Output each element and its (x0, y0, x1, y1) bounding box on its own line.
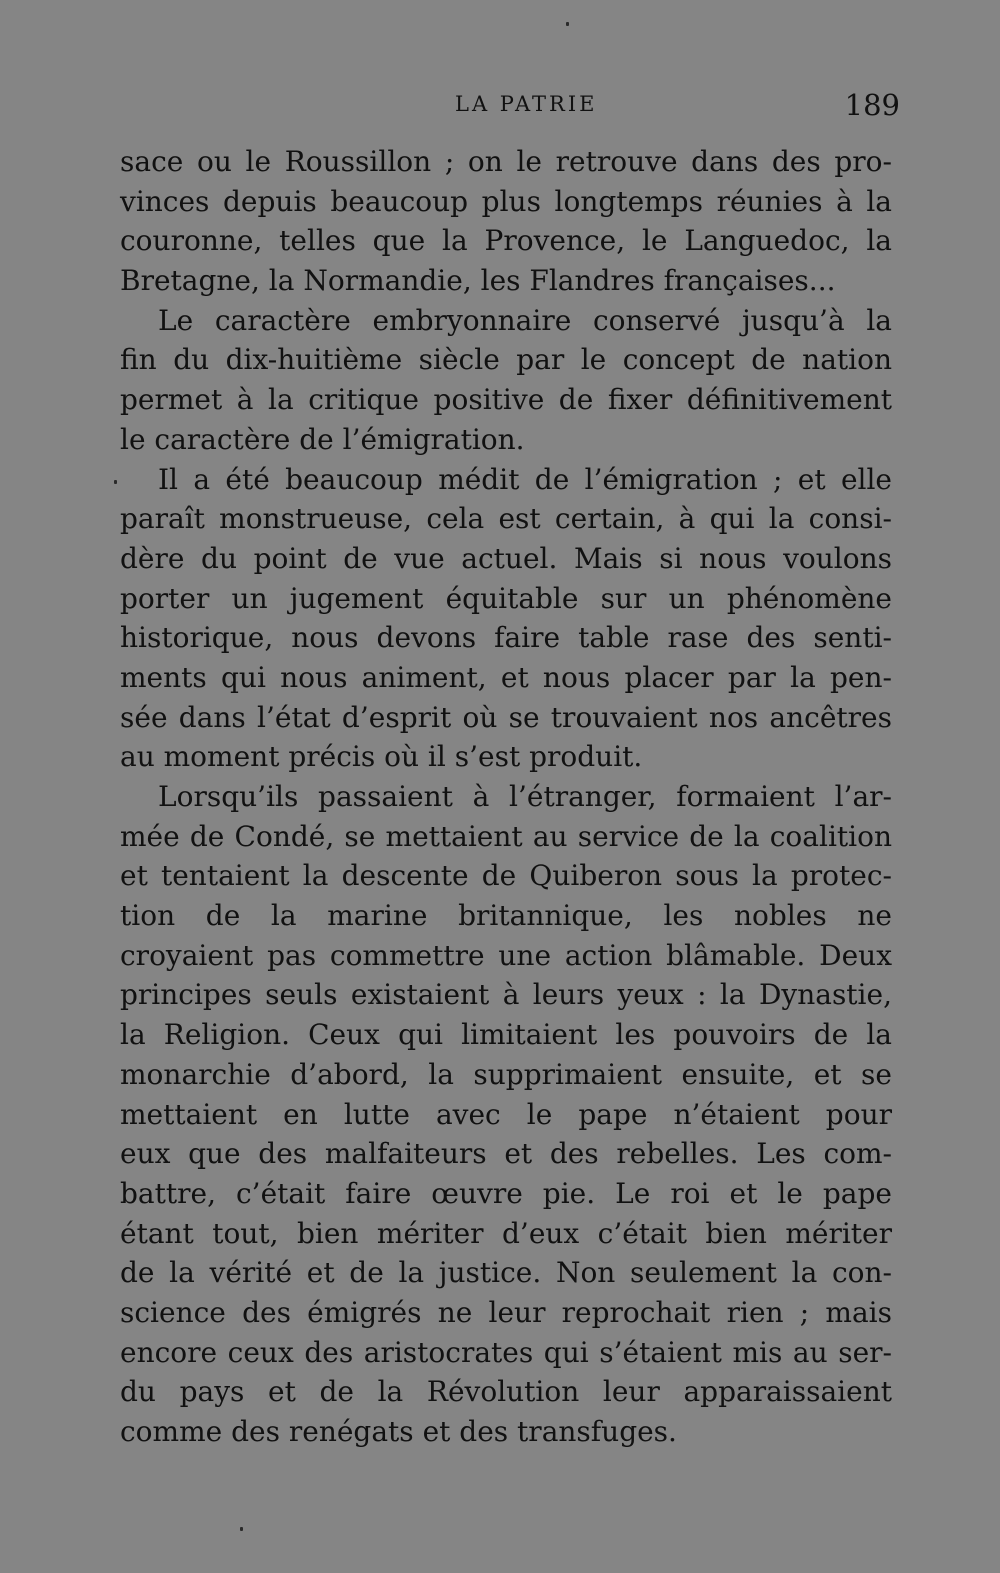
text-line: le caractère de l’émigration. (120, 422, 525, 456)
text-line: comme des renégats et des transfuges. (120, 1415, 677, 1448)
text-line: Bretagne, la Normandie, les Flandres françaises... (120, 264, 836, 298)
text-line: sace ou le Roussillon ; on le retrouve dans des pro- (120, 145, 892, 178)
text-line: principes seuls existaient à leurs yeux : la Dynastie, (120, 978, 892, 1012)
text-line: permet à la critique positive de fixer définitivement (120, 383, 892, 417)
text-line: mée de Condé, se mettaient au service de la coalition (120, 819, 892, 853)
text-line: sée dans l’état d’esprit où se trouvaient nos ancêtres (120, 700, 892, 734)
text-line: dère du point de vue actuel. Mais si nous voulons (120, 541, 892, 575)
text-line: la Religion. Ceux qui limitaient les pouvoirs de la (120, 1018, 892, 1052)
text-line: croyaient pas commettre une action blâmable. Deux (120, 938, 892, 972)
text-line: étant tout, bien mériter d’eux c’était bien mériter (120, 1216, 892, 1250)
text-line: mettaient en lutte avec le pape n’étaient pour (120, 1097, 892, 1131)
text-line: paraît monstrueuse, cela est certain, à qui la consi- (120, 502, 892, 536)
text-line: de la vérité et de la justice. Non seulement la con- (120, 1256, 892, 1290)
body-text (120, 142, 892, 1452)
text-line: encore ceux des aristocrates qui s’étaient mis au ser- (120, 1335, 892, 1369)
text-line: fin du dix-huitième siècle par le concept de nation (120, 343, 892, 377)
text-line: au moment précis où il s’est produit. (120, 740, 643, 774)
page-number: 189 (844, 88, 900, 122)
running-head (130, 88, 900, 122)
text-line: Le caractère embryonnaire conservé jusqu’à la (158, 303, 892, 337)
text-line: eux que des malfaiteurs et des rebelles. Les com- (120, 1137, 892, 1171)
print-speck (566, 22, 569, 26)
running-title: LA PATRIE (455, 92, 598, 116)
text-line: monarchie d’abord, la supprimaient ensuite, et se (120, 1057, 892, 1091)
text-line: historique, nous devons faire table rase des senti- (120, 621, 892, 655)
text-line: Il a été beaucoup médit de l’émigration ; et elle (158, 462, 892, 496)
text-line: porter un jugement équitable sur un phénomène (120, 581, 892, 615)
print-speck (114, 480, 117, 484)
text-line: ments qui nous animent, et nous placer par la pen- (120, 660, 892, 694)
text-line: vinces depuis beaucoup plus longtemps réunies à la (120, 184, 892, 218)
text-line: tion de la marine britannique, les nobles ne (120, 899, 892, 933)
print-speck (240, 1527, 243, 1531)
text-line: du pays et de la Révolution leur apparaissaient (120, 1375, 892, 1409)
text-line: Lorsqu’ils passaient à l’étranger, formaient l’ar- (158, 780, 892, 813)
text-line: battre, c’était faire œuvre pie. Le roi et le pape (120, 1176, 892, 1210)
text-line: et tentaient la descente de Quiberon sous la protec- (120, 859, 892, 893)
text-line: couronne, telles que la Provence, le Languedoc, la (120, 224, 892, 258)
text-line: science des émigrés ne leur reprochait rien ; mais (120, 1295, 892, 1329)
